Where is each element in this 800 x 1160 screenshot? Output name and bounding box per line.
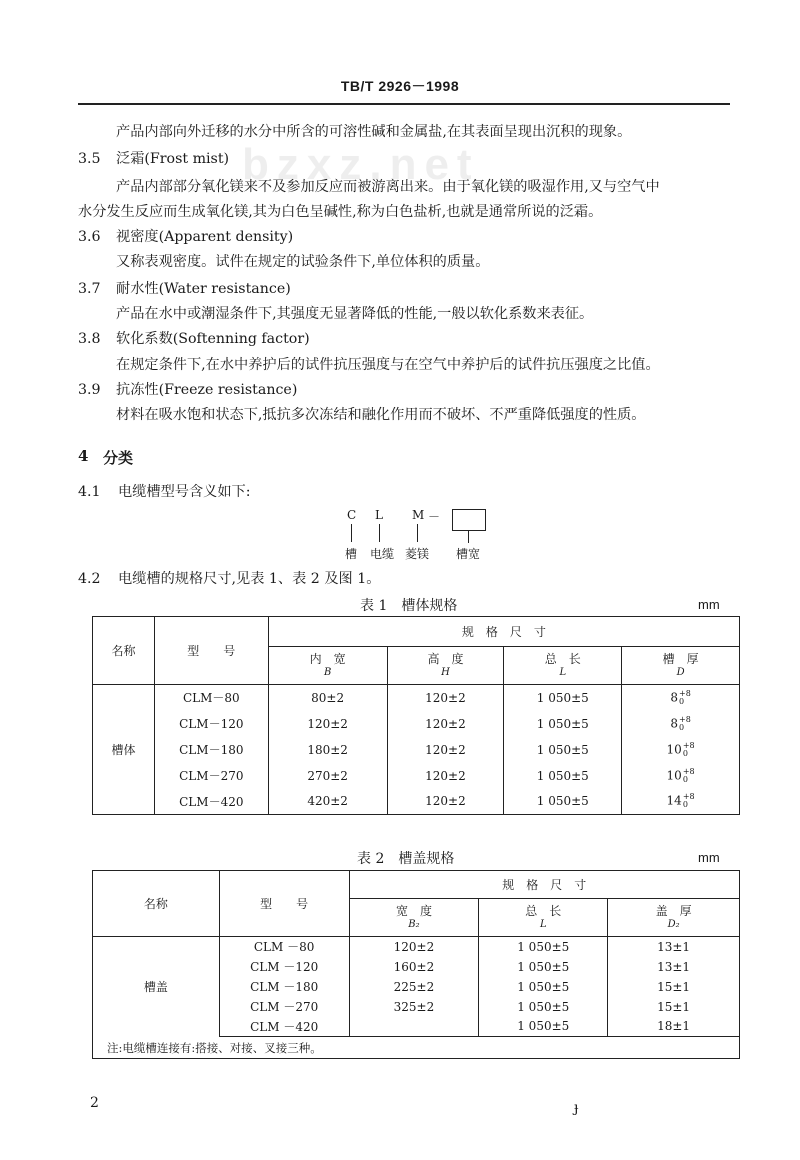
page-number: 2 — [90, 1095, 99, 1111]
table-cell: CLM－80 — [154, 685, 268, 711]
group-cell: 槽盖 — [93, 937, 220, 1037]
table-cell: 120±2 — [349, 937, 479, 957]
table-cell: 10 +8 0 — [666, 740, 695, 758]
table-cell: 1 050±5 — [504, 737, 622, 763]
group-cell: 槽体 — [93, 685, 155, 815]
table-cell: 225±2 — [349, 977, 479, 997]
table-cell: 8 +8 0 — [670, 688, 691, 706]
section-title: 分类 — [103, 449, 134, 467]
header-name: 名称 — [93, 871, 220, 937]
table-cell: CLM－420 — [154, 789, 268, 815]
section-title: 软化系数(Softenning factor) — [116, 331, 310, 347]
table-cell: 1 050±5 — [479, 1017, 608, 1037]
table-cell: 1 050±5 — [479, 957, 608, 977]
section-number: 4 — [78, 447, 89, 465]
table-cell: CLM －270 — [219, 997, 349, 1017]
table-cell: 18±1 — [608, 1017, 740, 1037]
section-number: 3.9 — [78, 382, 101, 398]
code-letter: － — [428, 510, 441, 524]
code-label: 菱镁 — [405, 547, 430, 561]
table-cell: 180±2 — [268, 737, 387, 763]
paragraph-line: 在规定条件下,在水中养护后的试件抗压强度与在空气中养护后的试件抗压强度之比值。 — [116, 357, 660, 373]
table-cell: 420±2 — [268, 789, 387, 815]
table-cell: 10 +8 0 — [666, 766, 695, 784]
table-cell: CLM－270 — [154, 763, 268, 789]
section-number: 4.1 — [78, 484, 101, 500]
table-cell: 1 050±5 — [504, 711, 622, 737]
section-number: 3.5 — [78, 151, 101, 167]
section-number: 3.6 — [78, 229, 101, 245]
table-cell: 1 050±5 — [504, 763, 622, 789]
section-title: 泛霜(Frost mist) — [116, 151, 230, 167]
paragraph-line: 产品在水中或潮湿条件下,其强度无显著降低的性能,一般以软化系数来表征。 — [116, 306, 594, 322]
table-cell: 120±2 — [387, 789, 504, 815]
paragraph-line: 材料在吸水饱和状态下,抵抗多次冻结和融化作用而不破坏、不严重降低强度的性质。 — [116, 407, 646, 423]
header-col: 高 度 H — [387, 647, 504, 685]
table-cell: 160±2 — [349, 957, 479, 977]
paragraph-line: 电缆槽的规格尺寸,见表 1、表 2 及图 1。 — [118, 571, 381, 587]
table-cell: 120±2 — [268, 711, 387, 737]
table-cell: CLM－180 — [154, 737, 268, 763]
table-cell: 8 +8 0 — [670, 714, 691, 732]
table-cover-spec — [92, 870, 740, 1059]
table-cell: 1 050±5 — [479, 937, 608, 957]
table-cell: 325±2 — [349, 997, 479, 1017]
table-cell: 13±1 — [657, 959, 691, 974]
header-rule — [78, 103, 730, 105]
table-cell: 1 050±5 — [479, 977, 608, 997]
header-col: 槽 厚 D — [622, 647, 740, 685]
table-unit: mm — [698, 597, 720, 612]
header-col: 盖 厚 D₂ — [608, 899, 740, 937]
header-col: 总 长 L — [479, 899, 608, 937]
stray-mark: ɟ — [574, 1100, 579, 1116]
table-cell: 120±2 — [387, 763, 504, 789]
table-cell: 14 +8 0 — [666, 792, 695, 810]
table-cell: 1 050±5 — [504, 685, 622, 711]
table-body-spec — [92, 616, 740, 815]
section-title: 视密度(Apparent density) — [116, 229, 294, 245]
table-cell: CLM －80 — [219, 937, 349, 957]
code-letter: C — [347, 508, 357, 522]
paragraph-line: 又称表观密度。试件在规定的试验条件下,单位体积的质量。 — [116, 254, 490, 270]
table-note: 注:电缆槽连接有:搭接、对接、叉接三种。 — [107, 1040, 322, 1055]
table-cell: 13±1 — [657, 939, 691, 954]
header-name: 名称 — [93, 617, 155, 685]
header-col: 总 长 L — [504, 647, 622, 685]
section-number: 3.7 — [78, 281, 101, 297]
code-label: 槽宽 — [456, 547, 481, 561]
code-label: 电缆 — [370, 547, 395, 561]
paragraph-line: 产品内部部分氧化镁来不及参加反应而被游离出来。由于氧化镁的吸湿作用,又与空气中 — [116, 179, 660, 195]
leader-line — [379, 524, 380, 542]
width-placeholder-box — [452, 509, 486, 531]
header-model: 型 号 — [154, 617, 268, 685]
leader-line — [417, 524, 418, 542]
leader-line — [351, 524, 352, 542]
table-unit: mm — [698, 850, 720, 865]
watermark: bzxz.net — [242, 140, 480, 189]
table-cell: CLM－120 — [154, 711, 268, 737]
code-label: 槽 — [345, 547, 358, 561]
table-cell: 15±1 — [657, 999, 691, 1014]
table-cell: 270±2 — [268, 763, 387, 789]
table-cell — [349, 1017, 479, 1037]
table-cell: 1 050±5 — [504, 789, 622, 815]
table-cell: 15±1 — [657, 979, 691, 994]
header-col: 宽 度 B₂ — [349, 899, 479, 937]
table-caption: 表 1 槽体规格 — [360, 598, 458, 614]
code-letter: M — [412, 508, 425, 522]
header-col: 内 宽 B — [268, 647, 387, 685]
table-cell: CLM －180 — [219, 977, 349, 997]
paragraph-line: 电缆槽型号含义如下: — [118, 484, 251, 500]
table-cell: 120±2 — [387, 685, 504, 711]
header-spec: 规 格 尺 寸 — [349, 871, 739, 899]
section-number: 3.8 — [78, 331, 101, 347]
header-model: 型 号 — [219, 871, 349, 937]
table-cell: 1 050±5 — [479, 997, 608, 1017]
code-letter: L — [375, 508, 383, 522]
table-cell: 120±2 — [387, 711, 504, 737]
leader-line — [468, 531, 469, 543]
standard-header: TB/T 2926－1998 — [340, 78, 460, 94]
table-cell: 80±2 — [268, 685, 387, 711]
header-spec: 规 格 尺 寸 — [268, 617, 739, 647]
table-caption: 表 2 槽盖规格 — [357, 851, 455, 867]
section-title: 耐水性(Water resistance) — [116, 281, 291, 297]
section-number: 4.2 — [78, 571, 101, 587]
table-cell: 120±2 — [387, 737, 504, 763]
paragraph-line: 产品内部向外迁移的水分中所含的可溶性碱和金属盐,在其表面呈现出沉积的现象。 — [116, 124, 632, 140]
table-cell: CLM －120 — [219, 957, 349, 977]
section-title: 抗冻性(Freeze resistance) — [116, 382, 298, 398]
paragraph-line: 水分发生反应而生成氧化镁,其为白色呈碱性,称为白色盐析,也就是通常所说的泛霜。 — [78, 204, 603, 220]
table-cell: CLM －420 — [219, 1017, 349, 1037]
